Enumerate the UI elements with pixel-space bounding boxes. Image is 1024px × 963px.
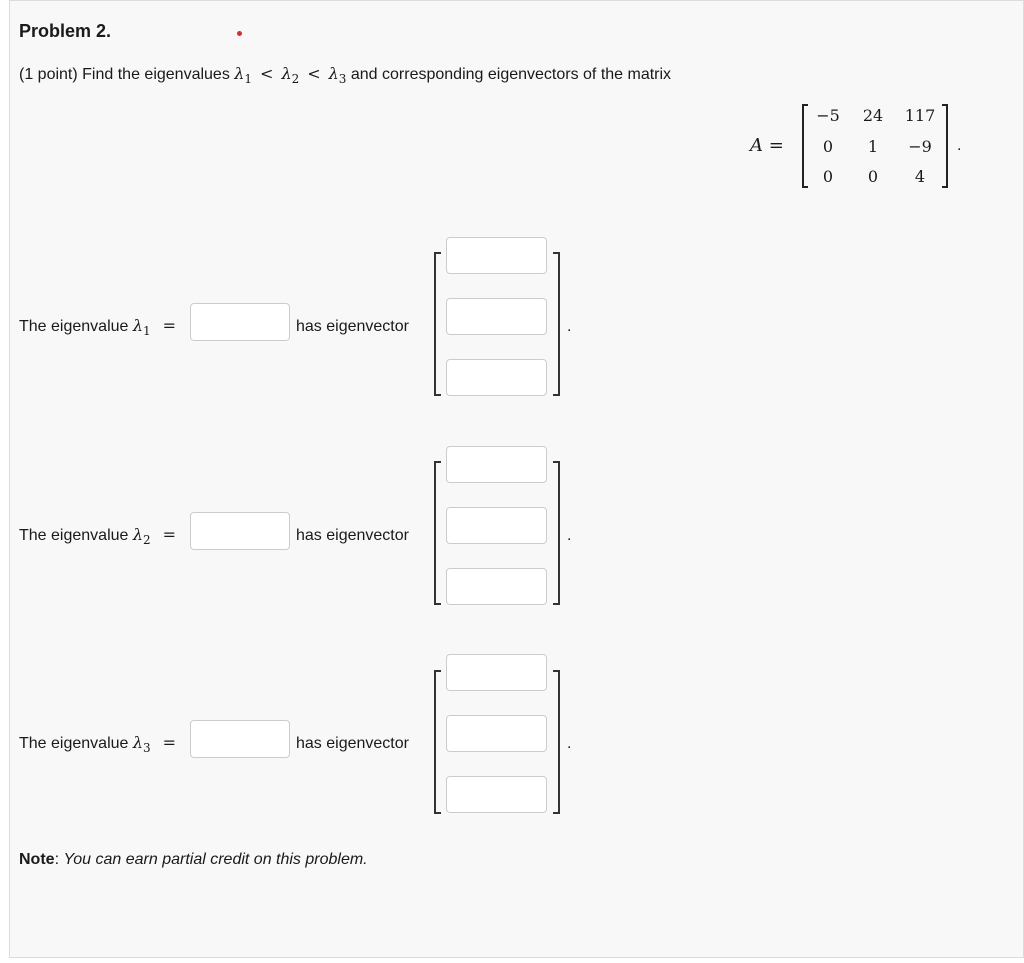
eigenvector-2-entry-2[interactable]	[446, 507, 547, 544]
lambda-1-symbol: $\lambda_1$	[234, 64, 253, 86]
matrix-cell: 4	[914, 167, 926, 186]
vector-2-left-bracket	[434, 461, 441, 605]
eigenvalue-1-label: The eigenvalue $\lambda_1$ =	[19, 316, 177, 338]
matrix-period: .	[957, 137, 962, 154]
matrix-cell: 24	[862, 106, 884, 125]
has-eigenvector-label-3: has eigenvector	[296, 735, 409, 752]
matrix-cell: 0	[822, 167, 834, 186]
note-text: You can earn partial credit on this problem.	[63, 851, 368, 868]
matrix-cell: 0	[822, 137, 834, 156]
lambda-2-symbol: $\lambda_2$	[281, 64, 300, 86]
eigenvalue-2-input[interactable]	[190, 512, 290, 550]
vector-3-right-bracket	[553, 670, 560, 814]
eigenvector-2-entry-3[interactable]	[446, 568, 547, 605]
vector-1-right-bracket	[553, 252, 560, 396]
vector-1-period: .	[567, 318, 572, 335]
problem-title: Problem 2.	[19, 21, 112, 41]
note: Note: You can earn partial credit on this problem.	[19, 851, 368, 868]
eigenvector-1-entry-3[interactable]	[446, 359, 547, 396]
eigenvalue-3-label: The eigenvalue $\lambda_3$ =	[19, 733, 177, 755]
has-eigenvector-label-2: has eigenvector	[296, 527, 409, 544]
eigenvector-1-entry-2[interactable]	[446, 298, 547, 335]
eigenvalue-1-input[interactable]	[190, 303, 290, 341]
matrix-cell: 1	[867, 137, 879, 156]
lambda-3-symbol: $\lambda_3$	[328, 64, 347, 86]
eigenvector-2-entry-1[interactable]	[446, 446, 547, 483]
matrix-cell: −9	[908, 137, 932, 156]
vector-1-left-bracket	[434, 252, 441, 396]
eigenvalue-2-label: The eigenvalue $\lambda_2$ =	[19, 525, 177, 547]
eigenvector-3-entry-3[interactable]	[446, 776, 547, 813]
matrix-right-bracket	[942, 104, 948, 188]
prompt-text-pre: Find the eigenvalues	[82, 66, 230, 83]
matrix-cell: −5	[816, 106, 840, 125]
matrix-label: A =	[750, 135, 784, 156]
has-eigenvector-label-1: has eigenvector	[296, 318, 409, 335]
prompt-text-post: and corresponding eigenvectors of the matrix	[350, 66, 672, 83]
status-dot	[237, 31, 242, 36]
points-label: (1 point)	[19, 66, 78, 83]
problem-prompt: (1 point) Find the eigenvalues $\lambda_1 < \lambda_2 < \lambda_3$ and corresponding eigenvectors of the matrix	[19, 64, 672, 86]
matrix-cell: 0	[867, 167, 879, 186]
eigenvector-1-entry-1[interactable]	[446, 237, 547, 274]
vector-3-period: .	[567, 735, 572, 752]
matrix-cell: 117	[904, 106, 936, 125]
matrix-a	[750, 104, 980, 188]
vector-2-right-bracket	[553, 461, 560, 605]
vector-3-left-bracket	[434, 670, 441, 814]
note-label: Note	[19, 851, 55, 868]
eigenvalue-3-input[interactable]	[190, 720, 290, 758]
eigenvector-3-entry-2[interactable]	[446, 715, 547, 752]
vector-2-period: .	[567, 527, 572, 544]
eigenvector-3-entry-1[interactable]	[446, 654, 547, 691]
